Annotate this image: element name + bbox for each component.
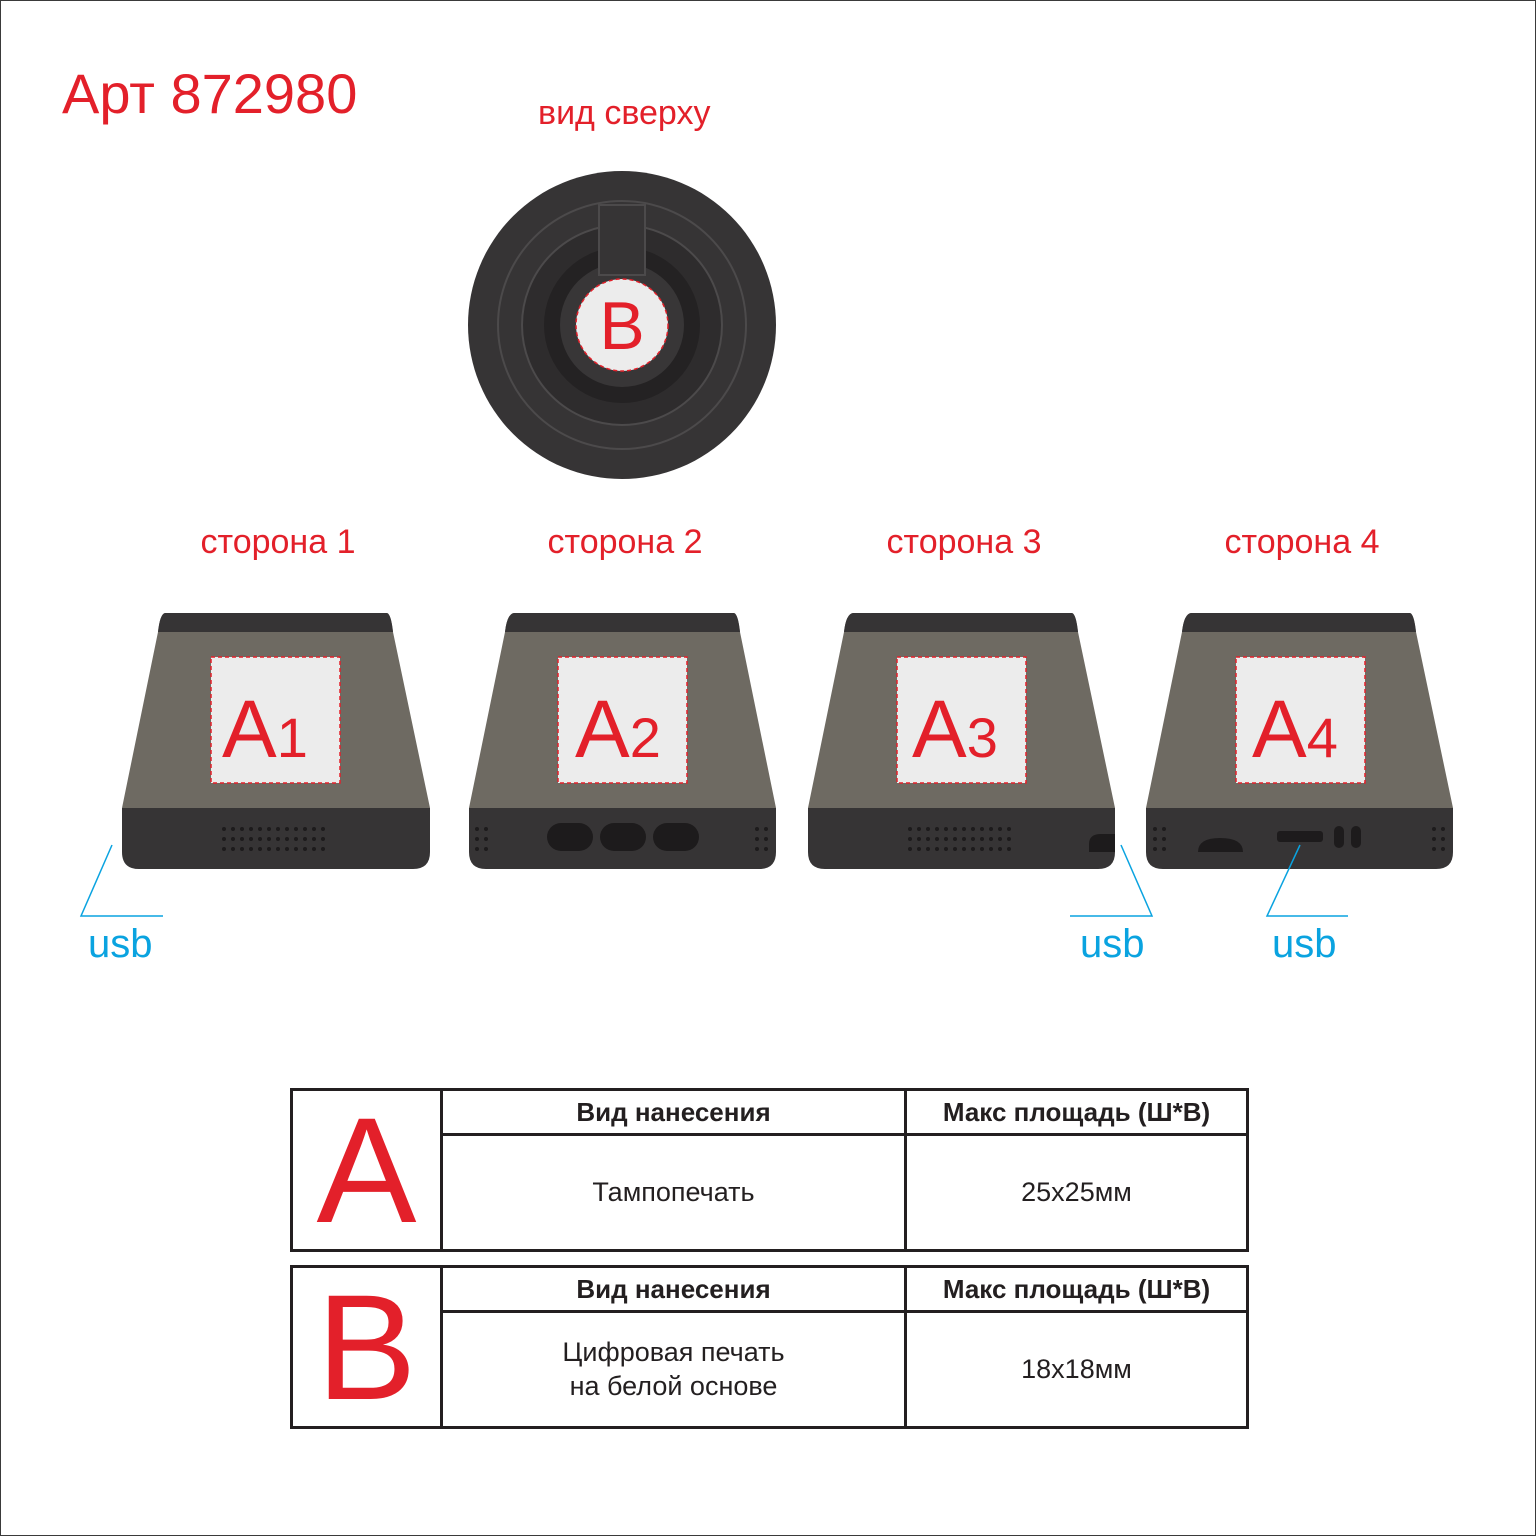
spec-table-b	[290, 1265, 1249, 1429]
side-1-caption: сторона 1	[200, 523, 356, 561]
spec-table-a	[290, 1088, 1249, 1252]
spec-a-area: 25x25мм	[906, 1135, 1248, 1251]
spec-b-method: Цифровая печать на белой основе	[442, 1312, 906, 1428]
zone-a4-label: A4	[1252, 684, 1338, 775]
top-view-caption: вид сверху	[538, 94, 711, 132]
spec-a-letter: A	[292, 1090, 442, 1251]
side-2-device	[469, 613, 776, 869]
side-2-caption: сторона 2	[547, 523, 703, 561]
top-view	[468, 171, 776, 479]
spec-b-letter: B	[292, 1267, 442, 1428]
spec-b-area-header: Макс площадь (Ш*В)	[906, 1267, 1248, 1312]
usb-label-side-1: usb	[88, 922, 153, 966]
spec-a-area-header: Макс площадь (Ш*В)	[906, 1090, 1248, 1135]
spec-b-area: 18x18мм	[906, 1312, 1248, 1428]
spec-a-method: Тампопечать	[442, 1135, 906, 1251]
zone-a1-label: A1	[222, 684, 308, 775]
spec-a-method-header: Вид нанесения	[442, 1090, 906, 1135]
side-3-device	[808, 613, 1115, 869]
zone-b-label: B	[599, 288, 645, 364]
side-4-caption: сторона 4	[1224, 523, 1380, 561]
side-1-device	[122, 613, 430, 869]
zone-a3-label: A3	[912, 684, 998, 775]
usb-label-side-3: usb	[1080, 922, 1145, 966]
usb-label-side-4: usb	[1272, 922, 1337, 966]
spec-b-method-header: Вид нанесения	[442, 1267, 906, 1312]
article-title: Арт 872980	[62, 62, 358, 125]
side-3-caption: сторона 3	[886, 523, 1042, 561]
side-4-device	[1146, 613, 1453, 869]
zone-a2-label: A2	[575, 684, 661, 775]
